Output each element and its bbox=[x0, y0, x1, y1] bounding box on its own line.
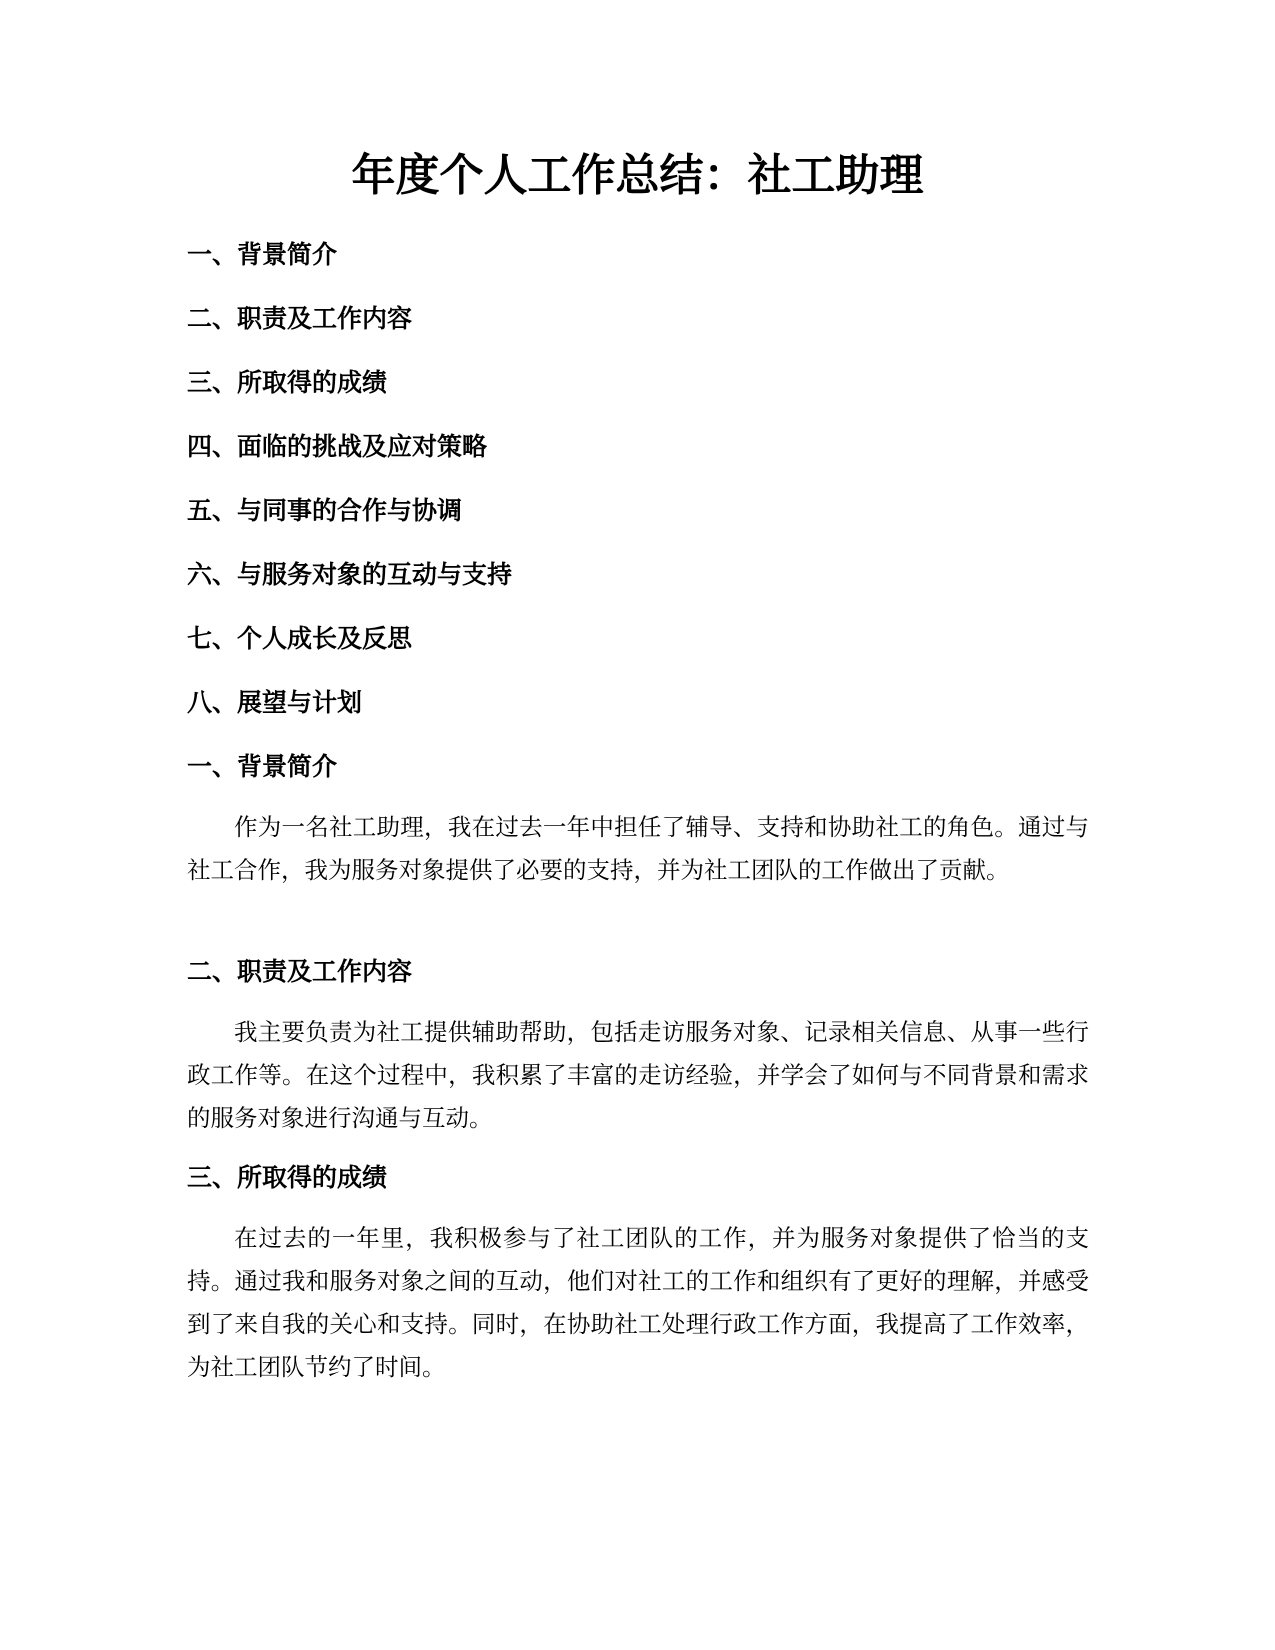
toc-item-6: 六、与服务对象的互动与支持 bbox=[187, 560, 513, 589]
section-heading-duties: 二、职责及工作内容 bbox=[187, 957, 413, 986]
document-title: 年度个人工作总结：社工助理 bbox=[351, 150, 924, 201]
toc-item-3: 三、所取得的成绩 bbox=[187, 368, 388, 397]
toc-item-1: 一、背景简介 bbox=[187, 240, 338, 269]
toc-item-8: 八、展望与计划 bbox=[187, 688, 363, 717]
toc-item-2: 二、职责及工作内容 bbox=[187, 304, 413, 333]
toc-item-7: 七、个人成长及反思 bbox=[187, 624, 413, 653]
toc-item-4: 四、面临的挑战及应对策略 bbox=[187, 432, 488, 461]
section-heading-achievements: 三、所取得的成绩 bbox=[187, 1163, 388, 1192]
section-body-duties: 我主要负责为社工提供辅助帮助，包括走访服务对象、记录相关信息、从事一些行政工作等。在这个过程中，我积累了丰富的走访经验，并学会了如何与不同背景和需求的服务对象进行沟通与互动。 bbox=[187, 1018, 1089, 1132]
toc-item-5: 五、与同事的合作与协调 bbox=[187, 496, 463, 525]
section-body-achievements: 在过去的一年里，我积极参与了社工团队的工作，并为服务对象提供了恰当的支持。通过我和服务对象之间的互动，他们对社工的工作和组织有了更好的理解，并感受到了来自我的关心和支持。同时，在协助社工处理行政工作方面，我提高了工作效率，为社工团队节约了时间。 bbox=[187, 1224, 1089, 1381]
section-body-background: 作为一名社工助理，我在过去一年中担任了辅导、支持和协助社工的角色。通过与社工合作，我为服务对象提供了必要的支持，并为社工团队的工作做出了贡献。 bbox=[187, 813, 1089, 884]
section-heading-background: 一、背景简介 bbox=[187, 752, 338, 781]
